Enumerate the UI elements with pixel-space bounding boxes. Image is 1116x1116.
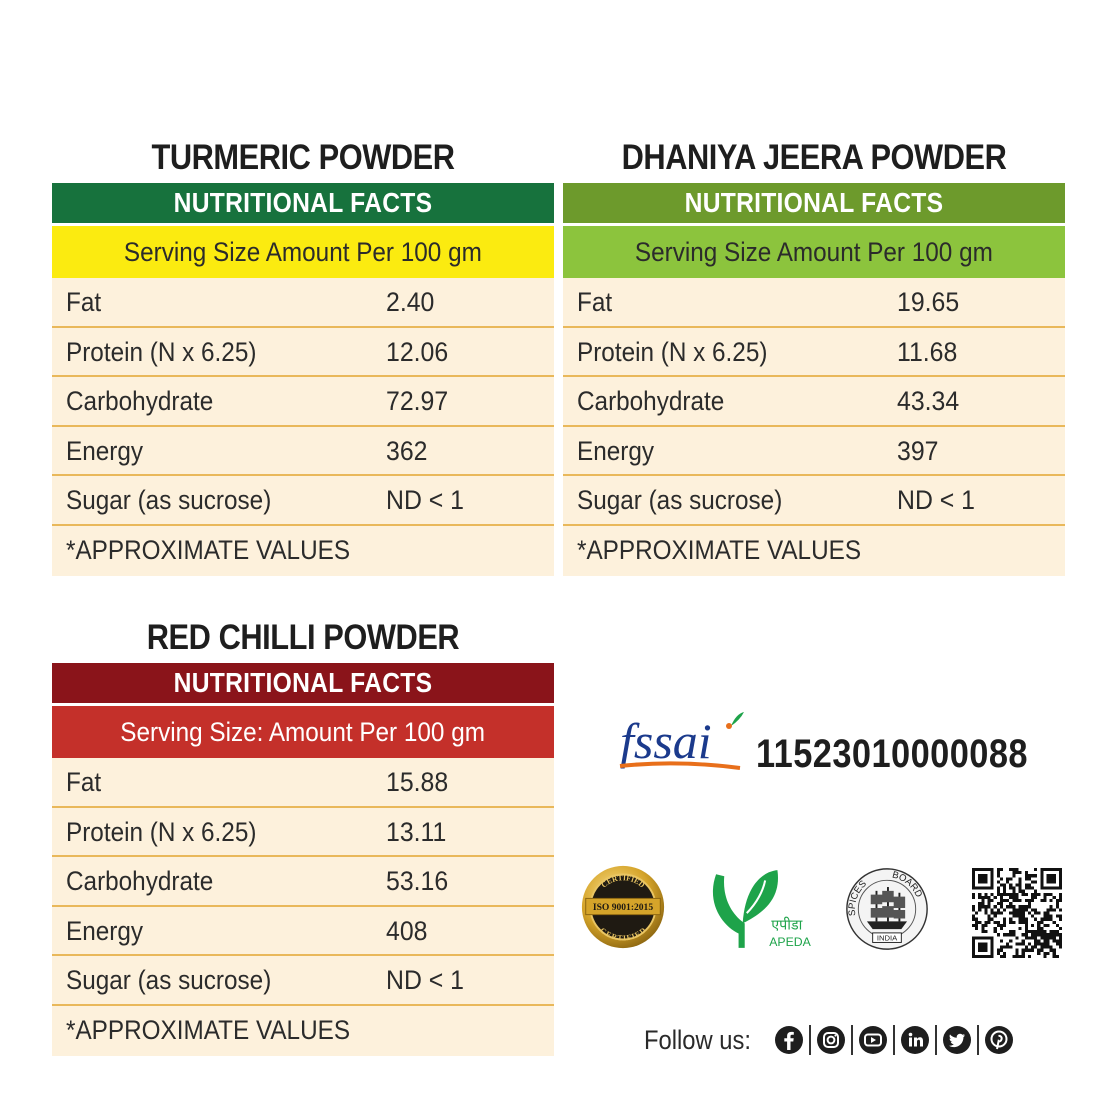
youtube-icon[interactable]: [858, 1025, 888, 1055]
separator: [893, 1025, 895, 1055]
nutrient-label: Fat: [66, 287, 102, 317]
nutrient-value: ND < 1: [386, 485, 465, 516]
nutrition-row-protein: [52, 328, 554, 378]
nutrient-value: 13.11: [386, 816, 447, 847]
nutrient-value: 408: [386, 915, 428, 946]
nutrient-value: 43.34: [897, 386, 960, 417]
svg-text:SPICES: SPICES: [846, 878, 869, 917]
svg-text:ISO 9001:2015: ISO 9001:2015: [592, 901, 654, 913]
nutrient-value: 72.97: [386, 386, 449, 417]
nutrition-row-energy: [563, 427, 1065, 477]
nutrition-rows: [52, 278, 554, 576]
nutrition-row-fat: [52, 758, 554, 808]
nutrition-row-energy: [52, 907, 554, 957]
svg-text:CERTIFIED: CERTIFIED: [599, 873, 647, 890]
iso-certified-badge: [580, 864, 666, 950]
nutrient-label: Carbohydrate: [66, 386, 214, 417]
nutrition-row-carbohydrate: [563, 377, 1065, 427]
instagram-icon[interactable]: [816, 1025, 846, 1055]
approximate-note: *APPROXIMATE VALUES: [52, 526, 554, 576]
nutrition-row-fat: [563, 278, 1065, 328]
nutrition-row-fat: [52, 278, 554, 328]
twitter-icon[interactable]: [942, 1025, 972, 1055]
nutrient-value: 15.88: [386, 767, 449, 797]
nutrition-row-sugar: [52, 956, 554, 1006]
apeda-logo: [700, 862, 816, 954]
panel-title: DHANIYA JEERA POWDER: [621, 138, 1007, 177]
nutrient-value: 12.06: [386, 336, 449, 367]
serving-size: Serving Size Amount Per 100 gm: [52, 226, 554, 278]
svg-text:INDIA: INDIA: [876, 933, 898, 943]
nutrient-value: ND < 1: [386, 965, 465, 996]
nutritional-facts-header: NUTRITIONAL FACTS: [52, 183, 554, 223]
svg-text:CERTIFIED: CERTIFIED: [598, 925, 648, 943]
nutrition-rows: [563, 278, 1065, 576]
nutrition-row-carbohydrate: [52, 377, 554, 427]
svg-text:fssai: fssai: [620, 713, 712, 769]
nutrient-label: Protein (N x 6.25): [577, 336, 768, 367]
nutrient-value: 2.40: [386, 287, 435, 317]
follow-us-label: Follow us:: [644, 1024, 751, 1055]
linkedin-icon[interactable]: [900, 1025, 930, 1055]
fssai-logo: [618, 706, 746, 778]
nutrient-value: 11.68: [897, 336, 958, 367]
follow-us-bar: [644, 1018, 1014, 1062]
separator: [851, 1025, 853, 1055]
svg-text:एपीडा: एपीडा: [771, 917, 803, 934]
nutrient-label: Sugar (as sucrose): [577, 485, 783, 516]
serving-size: Serving Size Amount Per 100 gm: [563, 226, 1065, 278]
nutrient-label: Carbohydrate: [577, 386, 725, 417]
nutrient-value: 397: [897, 435, 939, 466]
approximate-note: *APPROXIMATE VALUES: [52, 1006, 554, 1056]
svg-text:APEDA: APEDA: [769, 934, 811, 949]
nutrition-row-carbohydrate: [52, 857, 554, 907]
nutrient-value: 362: [386, 435, 428, 466]
separator: [977, 1025, 979, 1055]
nutrient-label: Fat: [577, 287, 613, 317]
nutrient-value: 53.16: [386, 866, 449, 897]
separator: [809, 1025, 811, 1055]
facebook-icon[interactable]: [774, 1025, 804, 1055]
qr-code-icon[interactable]: [972, 868, 1062, 958]
nutrient-label: Protein (N x 6.25): [66, 336, 257, 367]
nutrient-label: Energy: [66, 915, 144, 946]
nutrient-label: Carbohydrate: [66, 866, 214, 897]
nutritional-facts-header: NUTRITIONAL FACTS: [52, 663, 554, 703]
spices-board-logo: [844, 866, 930, 952]
fssai-license-number: 11523010000088: [756, 732, 1028, 776]
nutrient-label: Energy: [577, 435, 655, 466]
nutrient-label: Fat: [66, 767, 102, 797]
nutrient-label: Protein (N x 6.25): [66, 816, 257, 847]
nutrient-label: Sugar (as sucrose): [66, 965, 272, 996]
nutrient-label: Energy: [66, 435, 144, 466]
nutrition-row-protein: [563, 328, 1065, 378]
svg-text:BOARD: BOARD: [891, 869, 925, 900]
nutritional-facts-header: NUTRITIONAL FACTS: [563, 183, 1065, 223]
nutrition-row-energy: [52, 427, 554, 477]
pinterest-icon[interactable]: [984, 1025, 1014, 1055]
nutrition-row-sugar: [52, 476, 554, 526]
nutrient-value: ND < 1: [897, 485, 976, 516]
panel-title: TURMERIC POWDER: [151, 138, 455, 177]
serving-size: Serving Size: Amount Per 100 gm: [52, 706, 554, 758]
nutrition-rows: [52, 758, 554, 1056]
panel-title: RED CHILLI POWDER: [146, 618, 460, 657]
nutrition-row-protein: [52, 808, 554, 858]
nutrient-value: 19.65: [897, 287, 960, 317]
nutrition-row-sugar: [563, 476, 1065, 526]
separator: [935, 1025, 937, 1055]
nutrient-label: Sugar (as sucrose): [66, 485, 272, 516]
approximate-note: *APPROXIMATE VALUES: [563, 526, 1065, 576]
